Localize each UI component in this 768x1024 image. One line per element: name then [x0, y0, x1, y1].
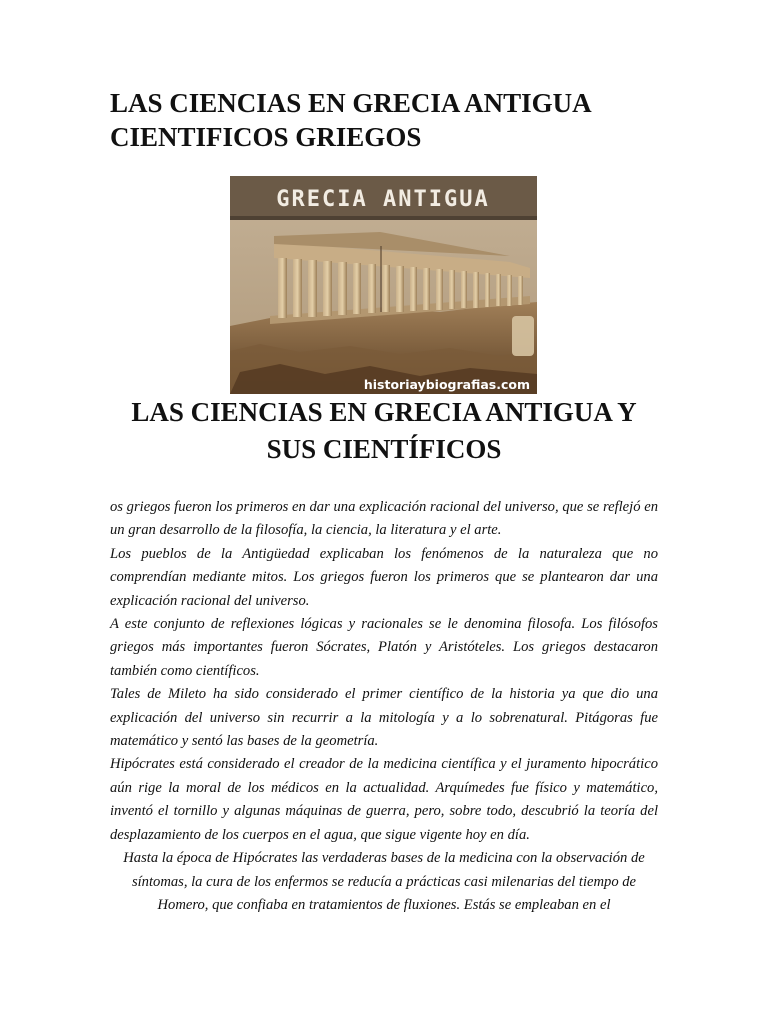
document-title-line-2: CIENTIFICOS GRIEGOS [110, 122, 422, 152]
section-heading [100, 394, 668, 468]
paragraph: os griegos fueron los primeros en dar una explicación racional del universo, que se reflejó en un gran desarrollo de la filosofía, la ciencia, la literatura y el arte. [110, 499, 658, 539]
section-heading-line-2: SUS CIENTÍFICOS [266, 434, 502, 464]
watermark-text: historiaybiografias.com [363, 377, 530, 392]
paragraph: A este conjunto de reflexiones lógicas y racionales se le denomina filosofa. Los filósofos griegos más importantes fueron Sócrates, Platón y Aristóteles. Los griegos destacaron también como científicos. [110, 616, 658, 679]
paragraph: Tales de Mileto ha sido considerado el primer científico de la historia ya que dio una explicación del universo sin recurrir a la mitología y a lo sobrenatural. Pitágoras fue matemático y sentó las bases de la geometría. [110, 686, 658, 750]
paragraph: Los pueblos de la Antigüedad explicaban los fenómenos de la naturaleza que no comprendían mediante mitos. Los griegos fueron los primeros que se plantearon dar una explicación racional del universo. [110, 545, 658, 609]
section-heading-line-1: LAS CIENCIAS EN GRECIA ANTIGUA Y [131, 397, 637, 427]
document-title [110, 86, 670, 154]
paragraph: Hasta la época de Hipócrates las verdaderas bases de la medicina con la observación de síntomas, la cura de los enfermos se reducía a prácticas casi milenarias del tiempo de Homero, que confiaba en tratamientos de fluxiones. Estás se empleaban en el [123, 850, 645, 913]
document-title-line-1: LAS CIENCIAS EN GRECIA ANTIGUA [110, 88, 592, 118]
parthenon-image [230, 176, 537, 394]
body-text [110, 496, 658, 917]
paragraph: Hipócrates está considerado el creador de la medicina científica y el juramento hipocrático aún rige la moral de los médicos en la actualidad. Arquímedes fue físico y matemático, inventó el tornillo y algunas máquinas de guerra, pero, sobre todo, descubrió la teoría del desplazamiento de los cuerpos en el agua, que sigue vigente hoy en día. [110, 756, 658, 843]
banner-text: GRECIA ANTIGUA [276, 187, 490, 212]
